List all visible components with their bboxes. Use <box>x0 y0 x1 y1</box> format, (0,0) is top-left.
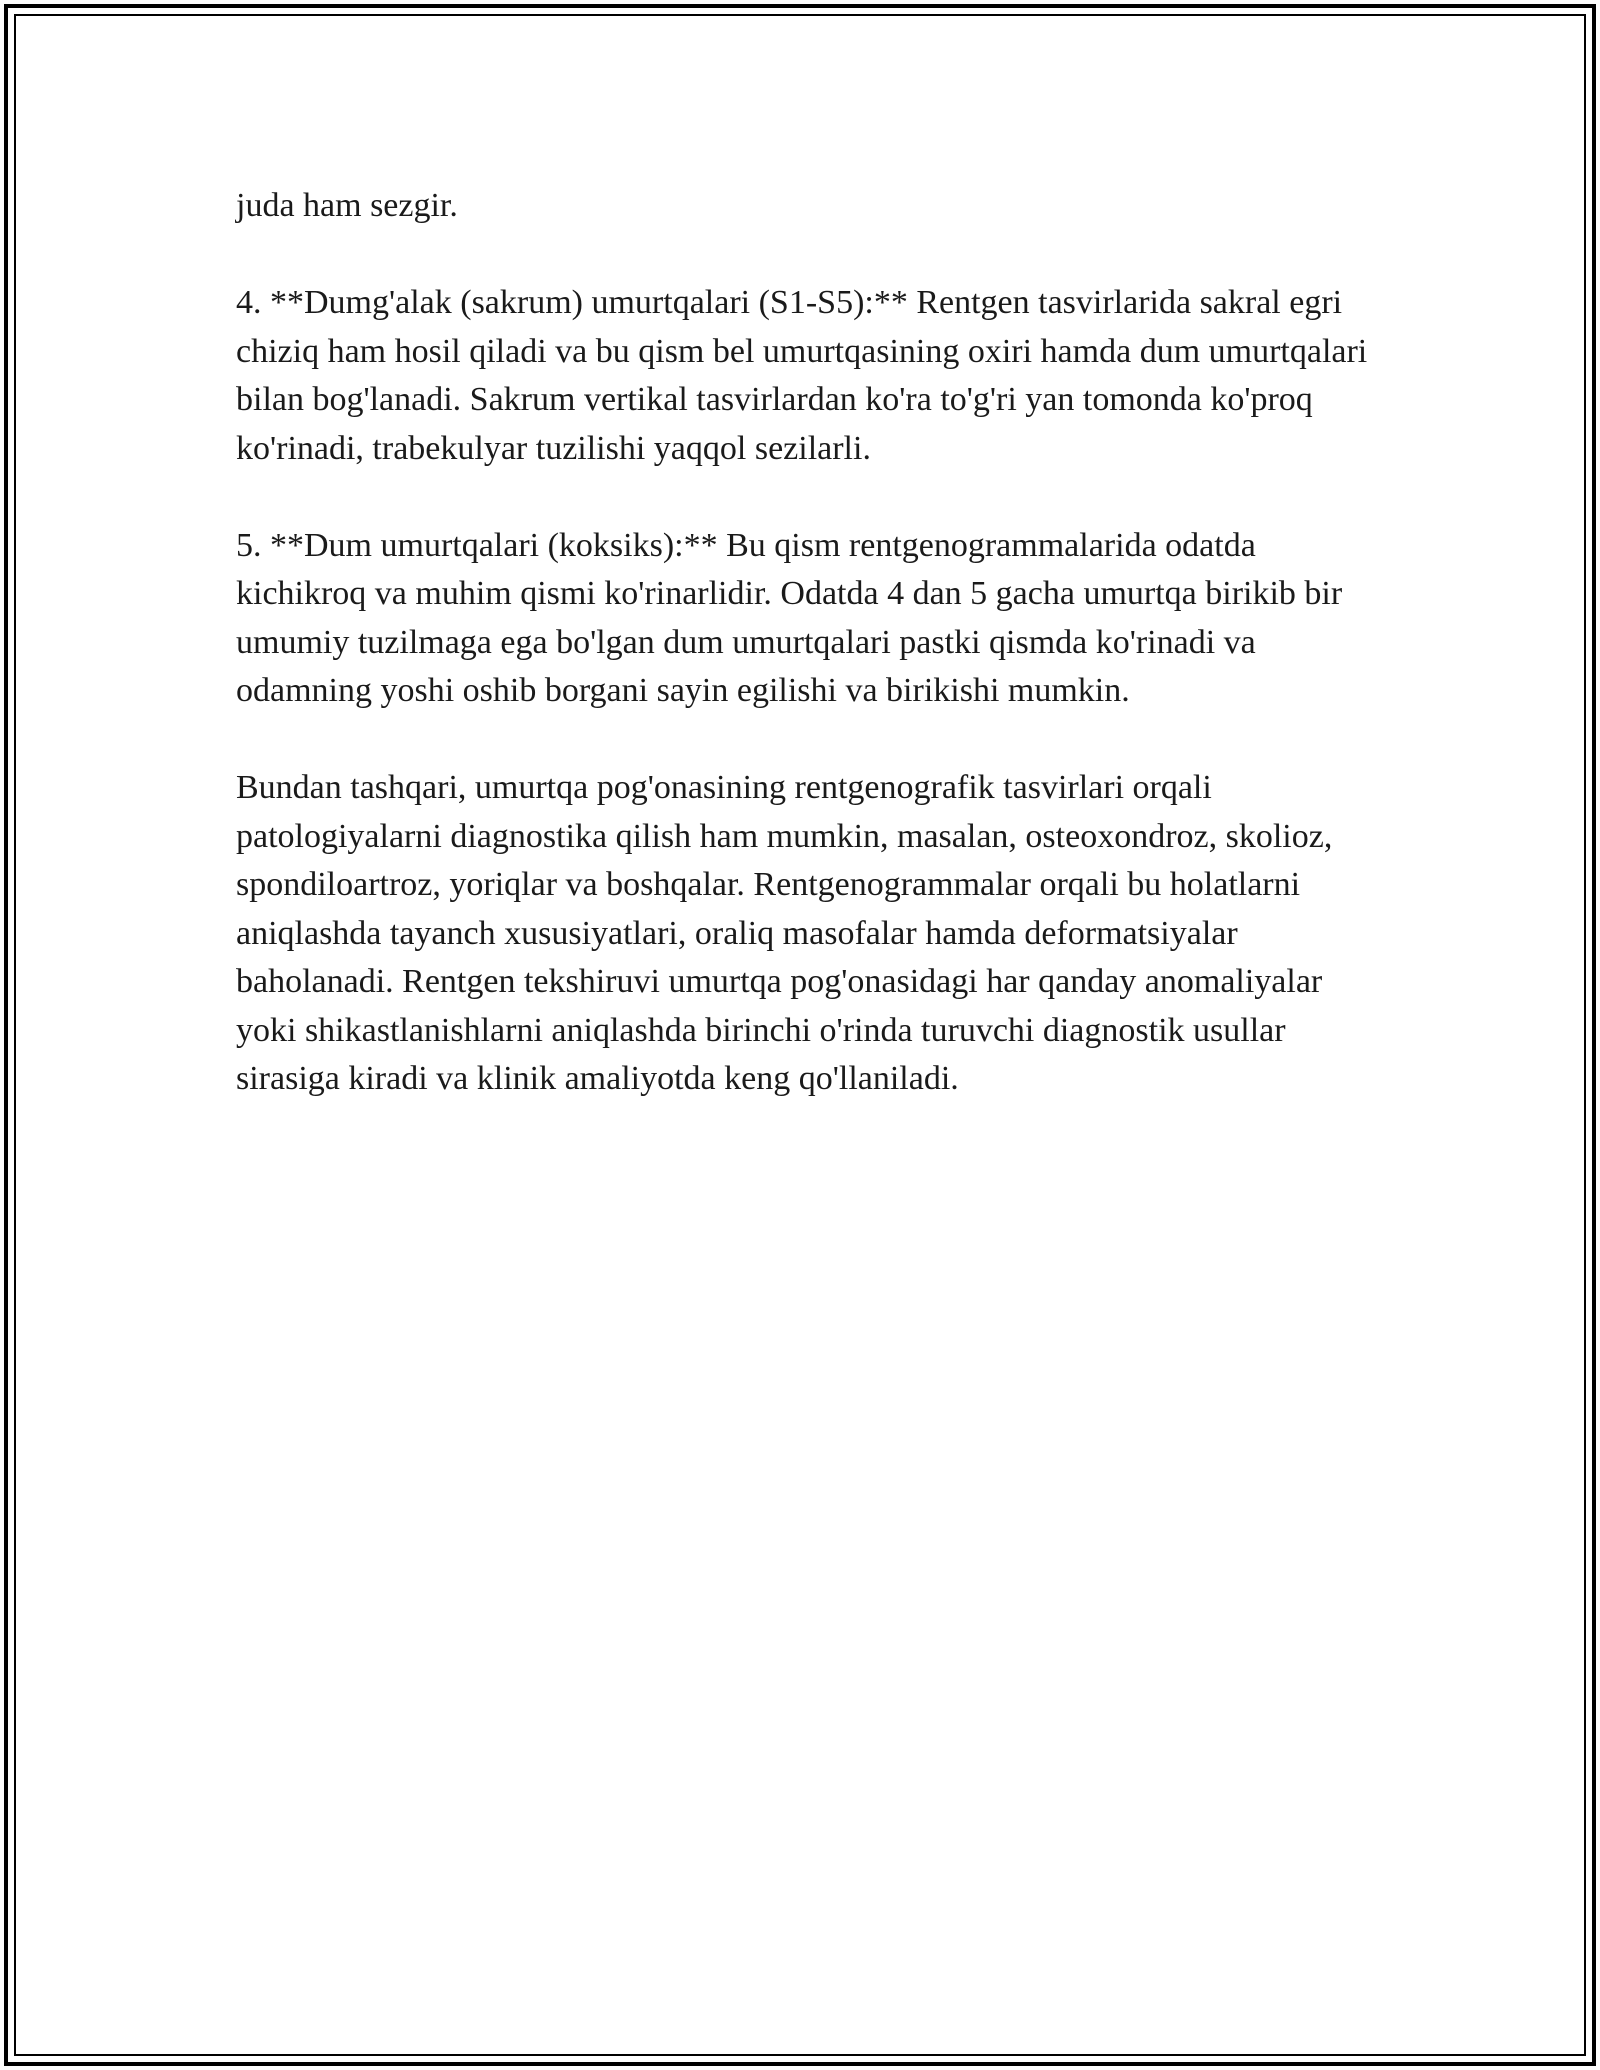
paragraph-coccyx: 5. **Dum umurtqalari (koksiks):** Bu qism rentgenogrammalarida odatda kichikroq va muhim qismi ko'rinarlidir. Odatda 4 dan 5 gacha umurtqa birikib bir umumiy tuzilmaga ega bo'lgan dum umurtqalari pastki qismda ko'rinadi va odamning yoshi oshib borgani sayin egilishi va birikishi mumkin. <box>236 526 1343 709</box>
document-body <box>236 182 1376 1152</box>
paragraph-sacrum: 4. **Dumg'alak (sakrum) umurtqalari (S1-S5):** Rentgen tasvirlarida sakral egri chiziq ham hosil qiladi va bu qism bel umurtqasining oxiri hamda dum umurtqalari bilan bog'lanadi. Sakrum vertikal tasvirlardan ko'ra to'g'ri yan tomonda ko'proq ko'rinadi, trabekulyar tuzilishi yaqqol sezilarli. <box>236 284 1368 467</box>
paragraph-continuation: juda ham sezgir. <box>236 187 458 224</box>
paragraph-pathology: Bundan tashqari, umurtqa pog'onasining rentgenografik tasvirlari orqali patologiyalarni diagnostika qilish ham mumkin, masalan, osteoxondroz, skolioz, spondiloartroz, yoriqlar va boshqalar. Rentgenogrammalar orqali bu holatlarni aniqlashda tayanch xususiyatlari, oraliq masofalar hamda deformatsiyalar baholanadi. Rentgen tekshiruvi umurtqa pog'onasidagi har qanday anomaliyalar yoki shikastlanishlarni aniqlashda birinchi o'rinda turuvchi diagnostik usullar sirasiga kiradi va klinik amaliyotda keng qo'llaniladi. <box>236 769 1333 1097</box>
